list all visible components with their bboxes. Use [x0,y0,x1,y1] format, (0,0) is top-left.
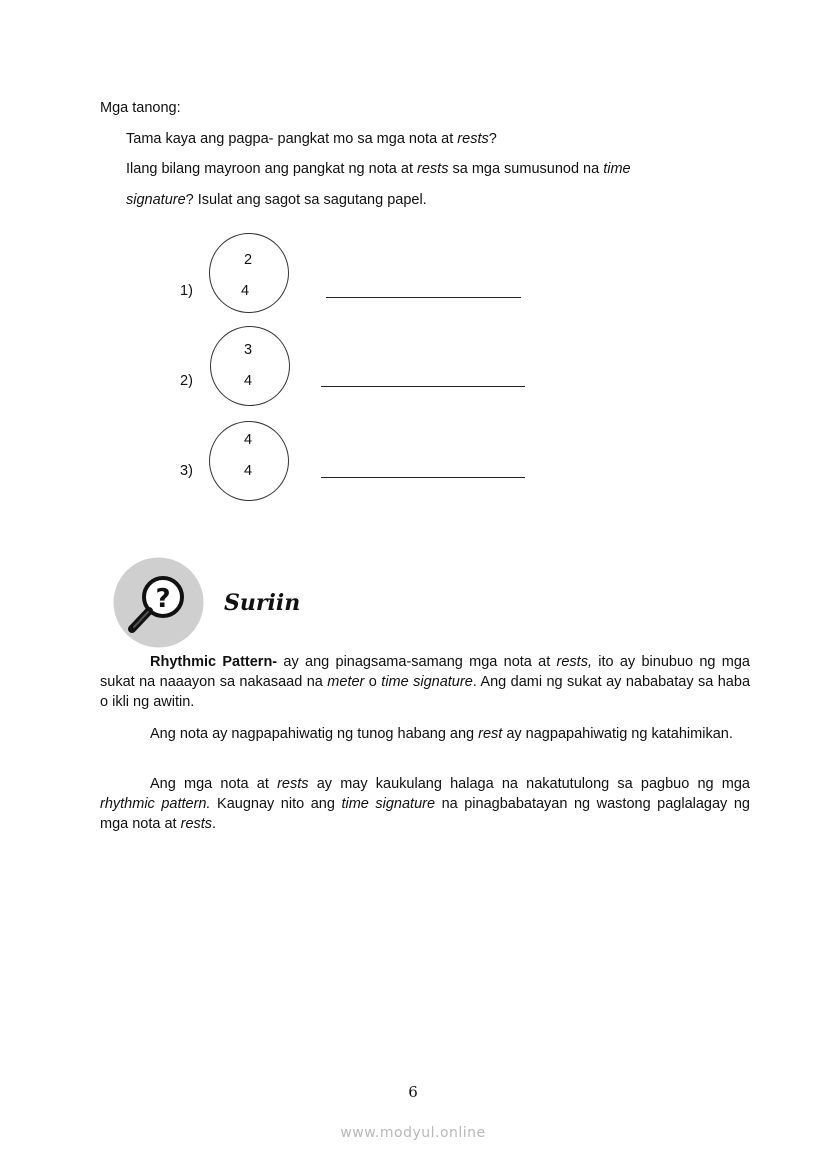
emphasis-text: rests [277,776,309,792]
paragraph-text: . [212,816,217,832]
question-2-emphasis-time: time [603,161,631,177]
answer-line-3[interactable] [321,477,525,478]
svg-text:?: ? [155,584,171,614]
answer-line-2[interactable] [321,386,525,387]
paragraph-text: ay ang pinagsama-samang mga nota at [277,654,557,670]
emphasis-text: meter [327,674,365,690]
question-1-end: ? [488,131,497,147]
paragraph-text: ay nagpapahiwatig ng katahimikan. [502,726,733,742]
emphasis-text: rests, [556,654,592,670]
time-signature-3-top: 4 [243,432,253,448]
question-1-text: Tama kaya ang pagpa- pangkat mo sa mga nota at [126,131,458,147]
paragraph-text: Ang nota ay nagpapahiwatig ng tunog habang ang [150,726,479,742]
magnifier-question-icon [113,557,204,648]
paragraph-text: . Ang dami ng sukat ay nababatay sa haba o ikli ng awitin. [100,674,751,710]
emphasis-text: time signature [341,796,436,812]
paragraph-text: Ang mga nota at [150,776,278,792]
time-signature-1-top: 2 [243,252,253,268]
paragraph-nota-rest [100,724,750,744]
time-signature-2-bottom: 4 [243,373,253,389]
paragraph-text: ito ay binubuo ng mga sukat na naaayon sa nakasaad na [100,654,750,690]
paragraph-text: ay may kaukulang halaga na nakatutulong sa pagbuo ng mga [308,776,750,792]
emphasis-text: time signature [381,674,473,690]
section-title: Suriin [224,590,301,616]
term-rhythmic-pattern: Rhythmic Pattern- [150,654,278,670]
paragraph-rhythmic-pattern [100,652,750,712]
time-signature-1-bottom: 4 [240,283,250,299]
question-2-text-end: ? Isulat ang sagot sa sagutang papel. [185,192,427,208]
question-2-emphasis-rests: rests [417,161,449,177]
paragraph-text: o [364,674,382,690]
question-2-text-mid: sa mga sumusunod na [448,161,604,177]
time-signature-3-bottom: 4 [243,463,253,479]
paragraph-text: na pinagbabatayan ng wastong paglalagay ng mga nota at [100,796,750,832]
time-signature-circle-2 [210,326,290,406]
answer-line-1[interactable] [326,297,521,298]
paragraph-text: Kaugnay nito ang [210,796,342,812]
questions-heading: Mga tanong: [100,100,181,116]
item-2-label: 2) [180,373,193,389]
question-2 [126,160,631,178]
item-3-label: 3) [180,463,193,479]
paragraph-halaga [100,774,750,834]
question-2-continued [126,191,427,209]
page-number: 6 [408,1083,418,1101]
time-signature-2-top: 3 [243,342,253,358]
question-2-emphasis-signature: signature [126,192,186,208]
question-1 [126,130,497,148]
emphasis-text: rest [478,726,503,742]
question-2-text: Ilang bilang mayroon ang pangkat ng nota at [126,161,418,177]
item-1-label: 1) [180,283,193,299]
emphasis-text: rests [180,816,213,832]
emphasis-text: rhythmic pattern. [100,796,211,812]
question-1-emphasis: rests [457,131,489,147]
watermark: www.modyul.online [340,1125,486,1141]
time-signature-circle-1 [209,233,289,313]
